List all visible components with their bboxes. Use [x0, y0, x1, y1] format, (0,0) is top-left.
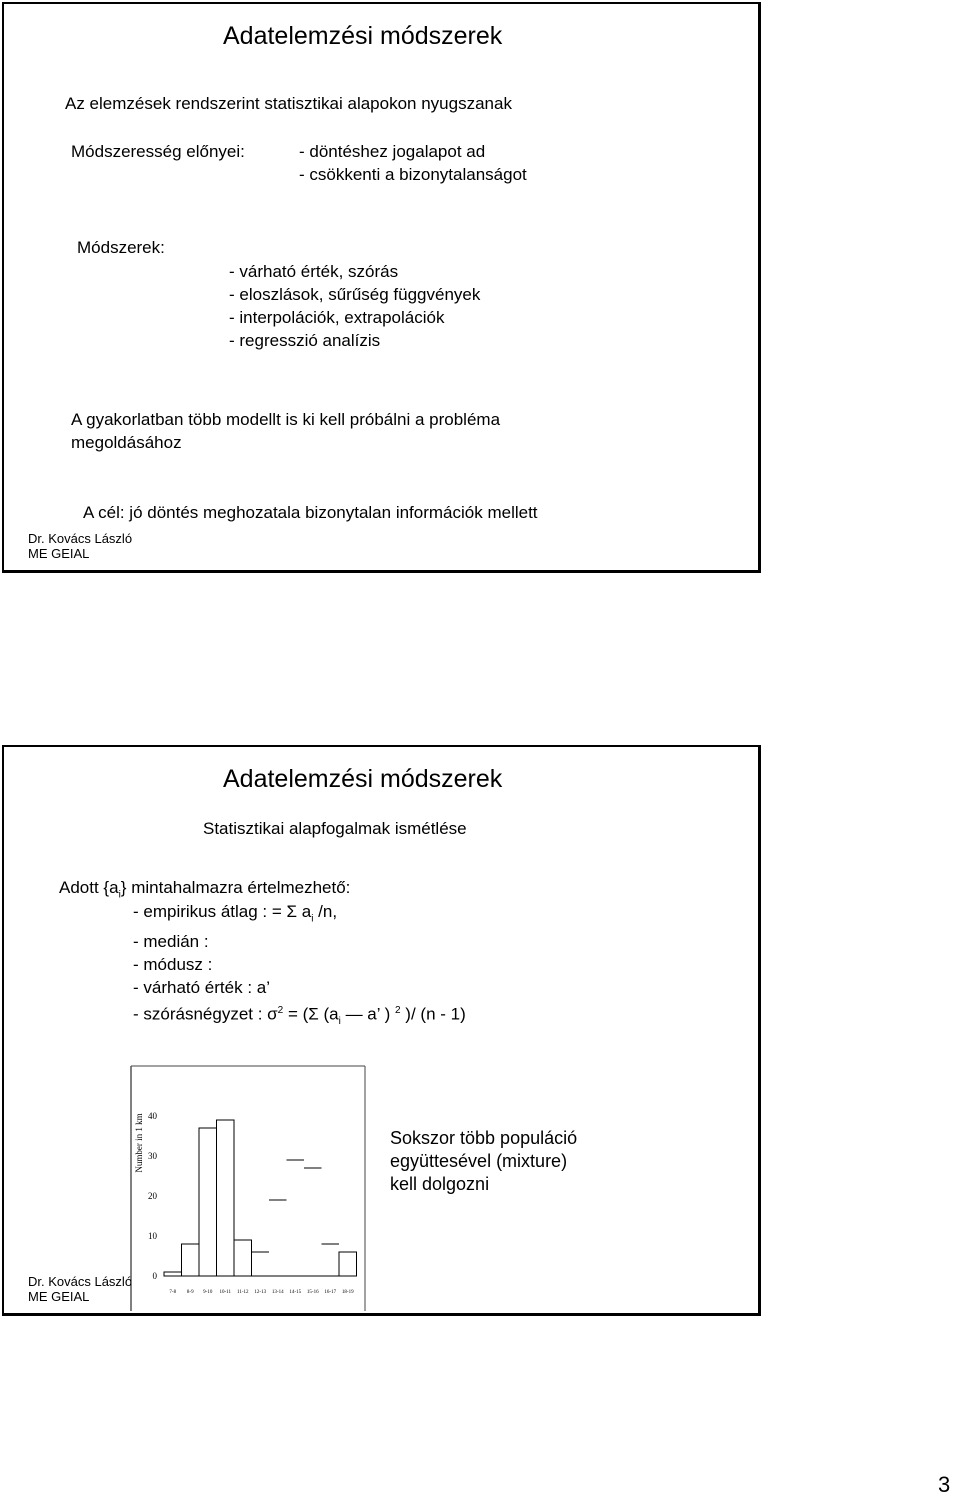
histogram-chart: [130, 1065, 366, 1312]
y-tick-label: 0: [152, 1271, 157, 1281]
histogram-bar: [339, 1252, 357, 1276]
slide-title: Adatelemzési módszerek: [223, 765, 503, 793]
x-tick-label: 14-15: [289, 1290, 302, 1295]
goal-text: A cél: jó döntés meghozatala bizonytalan információk mellett: [83, 503, 538, 522]
histogram-bar: [182, 1244, 200, 1276]
footer: [28, 531, 132, 561]
practice-text: [71, 408, 500, 454]
y-tick-label: 10: [148, 1231, 157, 1241]
mode-definition: - módusz :: [133, 955, 213, 975]
x-tick-label: 7-8: [169, 1290, 177, 1295]
histogram-marks: [148, 1111, 357, 1295]
definitions-list: [133, 900, 466, 1033]
median-definition: - medián :: [133, 932, 209, 952]
note-line: együttesével (mixture): [390, 1151, 568, 1171]
institution: ME GEIAL: [28, 546, 90, 561]
methods-list: [229, 260, 480, 352]
y-tick-label: 40: [148, 1111, 157, 1121]
x-tick-label: 13-14: [271, 1290, 284, 1295]
intro-text: Az elemzések rendszerint statisztikai alapokon nyugszanak: [65, 94, 512, 113]
mean-definition: - empirikus átlag : = Σ $a_i$ /n,: [133, 902, 338, 925]
histogram-bar: [217, 1120, 235, 1276]
x-tick-label: 16-17: [324, 1290, 337, 1295]
method-item: - interpolációk, extrapolációk: [229, 308, 445, 327]
method-item: - várható érték, szórás: [229, 262, 399, 281]
mixture-note: [390, 1127, 577, 1196]
note-line: kell dolgozni: [390, 1174, 490, 1194]
slide-2: [2, 745, 761, 1316]
institution: ME GEIAL: [28, 1289, 90, 1304]
x-tick-label: 8-9: [186, 1290, 194, 1295]
advantage-item: - döntéshez jogalapot ad: [299, 142, 486, 161]
histogram-bar: [164, 1272, 182, 1276]
practice-line: megoldásához: [71, 433, 182, 452]
advantages-label: Módszeresség előnyei:: [71, 142, 245, 161]
histogram-bar: [199, 1128, 217, 1276]
x-tick-label: 10-11: [219, 1290, 231, 1295]
histogram-figure: [130, 1065, 366, 1312]
slide-title: Adatelemzési módszerek: [223, 22, 503, 50]
x-tick-label: 9-10: [203, 1290, 213, 1295]
slide-1: [2, 2, 761, 573]
practice-line: A gyakorlatban több modellt is ki kell próbálni a probléma: [71, 410, 501, 429]
x-tick-label: 18-19: [341, 1290, 354, 1295]
author: Dr. Kovács László: [28, 531, 133, 546]
y-tick-label: 20: [148, 1191, 157, 1201]
x-tick-label: 15-16: [306, 1290, 319, 1295]
advantages-list: [299, 140, 527, 186]
footer: [28, 1274, 132, 1304]
x-tick-label: 12-13: [254, 1290, 267, 1295]
variance-definition: - szórásnégyzet : $\sigma^2 = (\Sigma$ ($a_i$ — a’ ) $^2$ )/ (n - 1): [133, 1005, 466, 1028]
methods-label: Módszerek:: [77, 238, 165, 257]
method-item: - regresszió analízis: [229, 331, 381, 350]
given-line: Adott $\{a_i\}$ mintahalmazra értelmezhető:: [59, 878, 351, 901]
note-line: Sokszor több populáció: [390, 1128, 578, 1148]
expected-value-definition: - várható érték : a’: [133, 978, 271, 998]
y-axis-label: Number in 1 km: [134, 1113, 144, 1173]
slide-subtitle: Statisztikai alapfogalmak ismétlése: [203, 819, 467, 838]
x-tick-label: 11-12: [237, 1290, 249, 1295]
page-number: 3: [938, 1472, 951, 1497]
histogram-bar: [234, 1240, 252, 1276]
advantage-item: - csökkenti a bizonytalanságot: [299, 165, 527, 184]
y-tick-label: 30: [148, 1151, 157, 1161]
method-item: - eloszlások, sűrűség függvények: [229, 285, 481, 304]
author: Dr. Kovács László: [28, 1274, 133, 1289]
